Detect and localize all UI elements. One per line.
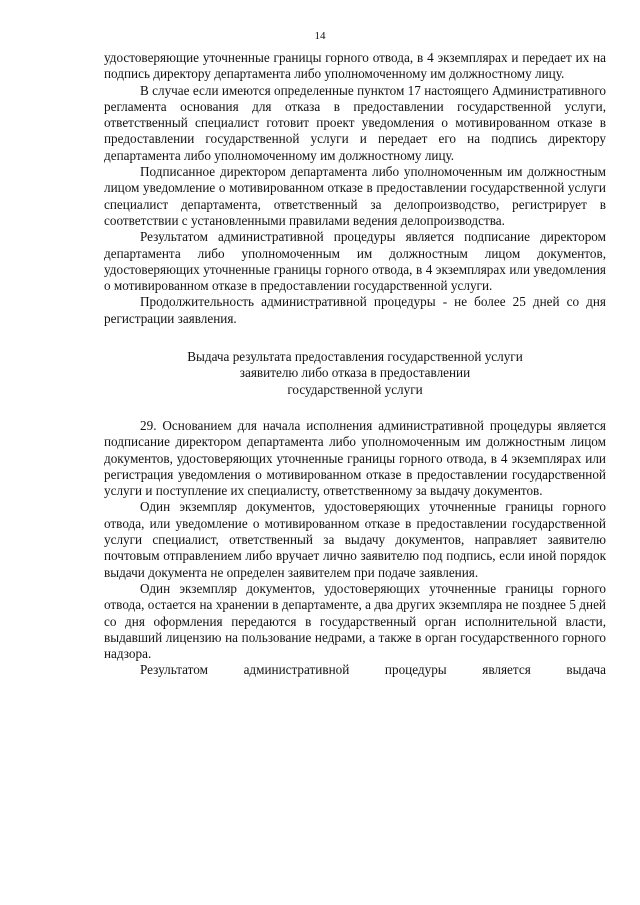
page-number: 14 [314, 30, 326, 42]
last-line [104, 662, 606, 678]
word: выдача [566, 662, 606, 678]
paragraph: удостоверяющие уточненные границы горного отвода, в 4 экземплярах и передает их на подпись директору департамента либо уполномоченному им должностному лицу. [104, 50, 606, 82]
word: процедуры [384, 662, 447, 678]
section-heading-line: государственной услуги [287, 381, 423, 397]
word: Результатом [140, 662, 208, 678]
paragraph: Подписанное директором департамента либо уполномоченным им должностным лицом уведомление о мотивированном отказе в предоставлении государственной услуги специалист департамента, ответственный за делопроизводство, регистрирует в соответствии с установленными правилами ведения делопроизводства. [104, 164, 606, 228]
paragraph: В случае если имеются определенные пунктом 17 настоящего Административного регламента основания для отказа в предоставлении государственной услуги, ответственный специалист готовит проект уведомления о мотивированном отказе в предоставлении государственной услуги и передает его на подпись директору департамента либо уполномоченному им должностному лицу. [104, 82, 606, 163]
section-heading [104, 349, 606, 398]
paragraph: 29. Основанием для начала исполнения административной процедуры является подписание директором департамента либо уполномоченным им должностным лицом документов, удостоверяющих уточненные границы горного отвода, в 4 экземплярах или регистрация уведомления о мотивированном отказе в предоставлении государственной услуги и поступление их специалисту, ответственному за выдачу документов. [104, 417, 606, 499]
word: административной [243, 662, 350, 678]
word: является [482, 662, 531, 678]
document-body [104, 50, 606, 679]
paragraph: Один экземпляр документов, удостоверяющих уточненные границы горного отвода, остается на хранении в департаменте, а два других экземпляра не позднее 5 дней со дня оформления передаются в государственный орган исполнительной власти, выдавший лицензию на пользование недрами, а также в орган государственного горного надзора. [104, 580, 606, 662]
section-heading-line: заявителю либо отказа в предоставлении [239, 365, 471, 381]
section-heading-line: Выдача результата предоставления государственной услуги [187, 349, 523, 365]
paragraph: Результатом административной процедуры является подписание директором департамента либо уполномоченным им должностным лицом документов, удостоверяющих уточненные границы горного отвода, в 4 экземплярах или уведомления о мотивированном отказе в предоставлении государственной услуги. [104, 229, 606, 294]
paragraph: Один экземпляр документов, удостоверяющих уточненные границы горного отвода, или уведомление о мотивированном отказе в предоставлении государственной услуги специалист, ответственный за выдачу документов, направляет заявителю почтовым отправлением либо вручает лично заявителю под подпись, если иной порядок выдачи документа не определен заявителем при подаче заявления. [104, 499, 606, 580]
paragraph: Продолжительность административной процедуры - не более 25 дней со дня регистрации заявления. [104, 294, 606, 326]
